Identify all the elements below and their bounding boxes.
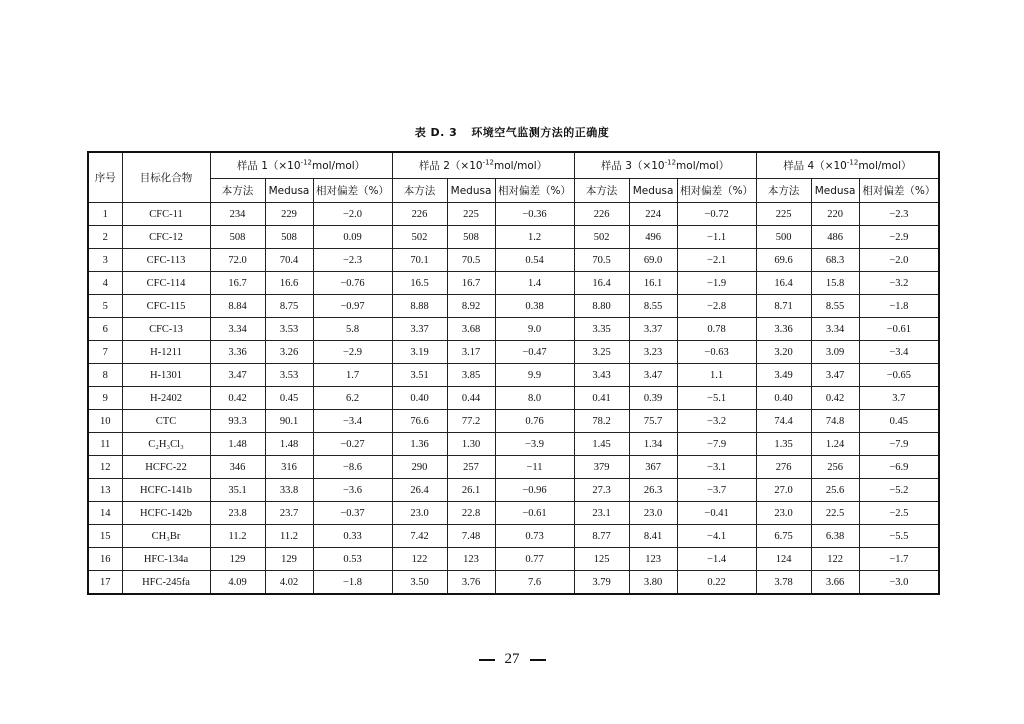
medusa-value: 0.45 — [265, 387, 313, 410]
medusa-value: 123 — [629, 548, 677, 571]
relative-bias: 3.7 — [859, 387, 939, 410]
method-value: 0.41 — [574, 387, 629, 410]
relative-bias: −3.1 — [677, 456, 756, 479]
medusa-value: 257 — [447, 456, 495, 479]
relative-bias: −2.5 — [859, 502, 939, 525]
method-value: 125 — [574, 548, 629, 571]
relative-bias: −2.3 — [313, 249, 392, 272]
method-value: 1.45 — [574, 433, 629, 456]
table-row — [88, 272, 939, 295]
table-row — [88, 318, 939, 341]
table-row — [88, 479, 939, 502]
medusa-value: 16.1 — [629, 272, 677, 295]
method-value: 122 — [392, 548, 447, 571]
relative-bias: 1.4 — [495, 272, 574, 295]
relative-bias: −1.8 — [313, 571, 392, 595]
header-seq: 序号 — [88, 152, 122, 203]
relative-bias: −8.6 — [313, 456, 392, 479]
relative-bias: 0.73 — [495, 525, 574, 548]
row-number: 14 — [88, 502, 122, 525]
method-value: 16.7 — [210, 272, 265, 295]
compound-name: H-1211 — [122, 341, 210, 364]
method-value: 3.36 — [756, 318, 811, 341]
accuracy-table — [87, 151, 940, 595]
relative-bias: −1.8 — [859, 295, 939, 318]
method-value: 3.43 — [574, 364, 629, 387]
medusa-value: 0.39 — [629, 387, 677, 410]
relative-bias: −3.7 — [677, 479, 756, 502]
header-bias: 相对偏差（%） — [677, 179, 756, 203]
compound-name: HFC-134a — [122, 548, 210, 571]
header-method: 本方法 — [210, 179, 265, 203]
relative-bias: 0.09 — [313, 226, 392, 249]
relative-bias: −0.36 — [495, 203, 574, 226]
medusa-value: 69.0 — [629, 249, 677, 272]
relative-bias: −1.1 — [677, 226, 756, 249]
table-number: 表 D. 3 — [414, 126, 458, 139]
row-number: 8 — [88, 364, 122, 387]
relative-bias: −0.72 — [677, 203, 756, 226]
medusa-value: 70.5 — [447, 249, 495, 272]
header-sample: 样品 $3(\times 10^{-12}mol/mol)$ — [574, 152, 756, 179]
medusa-value: 256 — [811, 456, 859, 479]
relative-bias: −7.9 — [859, 433, 939, 456]
method-value: 78.2 — [574, 410, 629, 433]
medusa-value: 508 — [447, 226, 495, 249]
row-number: 13 — [88, 479, 122, 502]
medusa-value: 3.66 — [811, 571, 859, 595]
medusa-value: 0.44 — [447, 387, 495, 410]
method-value: 3.34 — [210, 318, 265, 341]
relative-bias: −2.0 — [313, 203, 392, 226]
method-value: 3.36 — [210, 341, 265, 364]
relative-bias: −0.76 — [313, 272, 392, 295]
medusa-value: 4.02 — [265, 571, 313, 595]
relative-bias: −0.63 — [677, 341, 756, 364]
medusa-value: 1.34 — [629, 433, 677, 456]
method-value: 3.37 — [392, 318, 447, 341]
medusa-value: 1.24 — [811, 433, 859, 456]
relative-bias: 0.54 — [495, 249, 574, 272]
table-row — [88, 456, 939, 479]
medusa-value: 26.3 — [629, 479, 677, 502]
method-value: 7.42 — [392, 525, 447, 548]
method-value: 226 — [574, 203, 629, 226]
relative-bias: −0.61 — [859, 318, 939, 341]
table-row — [88, 341, 939, 364]
relative-bias: −0.41 — [677, 502, 756, 525]
medusa-value: 8.75 — [265, 295, 313, 318]
method-value: 23.0 — [756, 502, 811, 525]
method-value: 225 — [756, 203, 811, 226]
medusa-value: 220 — [811, 203, 859, 226]
relative-bias: 0.77 — [495, 548, 574, 571]
relative-bias: −2.1 — [677, 249, 756, 272]
medusa-value: 70.4 — [265, 249, 313, 272]
header-method: 本方法 — [756, 179, 811, 203]
relative-bias: −5.1 — [677, 387, 756, 410]
method-value: 11.2 — [210, 525, 265, 548]
row-number: 17 — [88, 571, 122, 595]
method-value: 0.40 — [392, 387, 447, 410]
header-bias: 相对偏差（%） — [313, 179, 392, 203]
medusa-value: 122 — [811, 548, 859, 571]
relative-bias: 9.9 — [495, 364, 574, 387]
method-value: 1.35 — [756, 433, 811, 456]
compound-name: C₂H₃Cl₃ — [122, 433, 210, 456]
method-value: 3.20 — [756, 341, 811, 364]
relative-bias: 6.2 — [313, 387, 392, 410]
relative-bias: −0.97 — [313, 295, 392, 318]
relative-bias: 0.78 — [677, 318, 756, 341]
relative-bias: −3.9 — [495, 433, 574, 456]
relative-bias: −0.47 — [495, 341, 574, 364]
medusa-value: 16.6 — [265, 272, 313, 295]
table-row — [88, 525, 939, 548]
medusa-value: 11.2 — [265, 525, 313, 548]
medusa-value: 129 — [265, 548, 313, 571]
method-value: 4.09 — [210, 571, 265, 595]
row-number: 10 — [88, 410, 122, 433]
relative-bias: −6.9 — [859, 456, 939, 479]
relative-bias: −3.6 — [313, 479, 392, 502]
relative-bias: −5.5 — [859, 525, 939, 548]
method-value: 23.1 — [574, 502, 629, 525]
method-value: 3.78 — [756, 571, 811, 595]
relative-bias: 0.33 — [313, 525, 392, 548]
method-value: 8.80 — [574, 295, 629, 318]
header-sample: 样品 $1(\times 10^{-12}mol/mol)$ — [210, 152, 392, 179]
row-number: 5 — [88, 295, 122, 318]
medusa-value: 229 — [265, 203, 313, 226]
method-value: 502 — [574, 226, 629, 249]
relative-bias: 0.53 — [313, 548, 392, 571]
compound-name: CFC-12 — [122, 226, 210, 249]
relative-bias: −3.4 — [313, 410, 392, 433]
medusa-value: 486 — [811, 226, 859, 249]
footer-dash — [479, 659, 495, 661]
method-value: 3.79 — [574, 571, 629, 595]
page-footer — [0, 651, 1024, 668]
medusa-value: 508 — [265, 226, 313, 249]
table-row — [88, 502, 939, 525]
method-value: 276 — [756, 456, 811, 479]
row-number: 3 — [88, 249, 122, 272]
medusa-value: 224 — [629, 203, 677, 226]
compound-name: CH₃Br — [122, 525, 210, 548]
header-sample: 样品 $2(\times 10^{-12}mol/mol)$ — [392, 152, 574, 179]
relative-bias: 0.38 — [495, 295, 574, 318]
method-value: 379 — [574, 456, 629, 479]
relative-bias: −0.61 — [495, 502, 574, 525]
medusa-value: 23.7 — [265, 502, 313, 525]
relative-bias: −3.2 — [677, 410, 756, 433]
row-number: 11 — [88, 433, 122, 456]
method-value: 508 — [210, 226, 265, 249]
compound-name: H-1301 — [122, 364, 210, 387]
medusa-value: 90.1 — [265, 410, 313, 433]
relative-bias: 0.45 — [859, 410, 939, 433]
medusa-value: 3.68 — [447, 318, 495, 341]
row-number: 12 — [88, 456, 122, 479]
medusa-value: 7.48 — [447, 525, 495, 548]
header-medusa: Medusa — [265, 179, 313, 203]
method-value: 74.4 — [756, 410, 811, 433]
header-sample: 样品 $4(\times 10^{-12}mol/mol)$ — [756, 152, 939, 179]
method-value: 1.48 — [210, 433, 265, 456]
header-medusa: Medusa — [811, 179, 859, 203]
method-value: 23.8 — [210, 502, 265, 525]
medusa-value: 16.7 — [447, 272, 495, 295]
method-value: 26.4 — [392, 479, 447, 502]
method-value: 3.25 — [574, 341, 629, 364]
method-value: 16.4 — [756, 272, 811, 295]
relative-bias: −3.4 — [859, 341, 939, 364]
medusa-value: 367 — [629, 456, 677, 479]
medusa-value: 3.17 — [447, 341, 495, 364]
header-medusa: Medusa — [629, 179, 677, 203]
compound-name: CFC-11 — [122, 203, 210, 226]
method-value: 234 — [210, 203, 265, 226]
compound-name: CFC-114 — [122, 272, 210, 295]
table-row — [88, 226, 939, 249]
medusa-value: 0.42 — [811, 387, 859, 410]
method-value: 27.3 — [574, 479, 629, 502]
relative-bias: −4.1 — [677, 525, 756, 548]
medusa-value: 3.37 — [629, 318, 677, 341]
table-row — [88, 548, 939, 571]
footer-dash — [530, 659, 546, 661]
medusa-value: 68.3 — [811, 249, 859, 272]
relative-bias: 0.76 — [495, 410, 574, 433]
method-value: 27.0 — [756, 479, 811, 502]
row-number: 15 — [88, 525, 122, 548]
relative-bias: 9.0 — [495, 318, 574, 341]
method-value: 1.36 — [392, 433, 447, 456]
medusa-value: 225 — [447, 203, 495, 226]
compound-name: CFC-115 — [122, 295, 210, 318]
medusa-value: 3.53 — [265, 364, 313, 387]
header-bias: 相对偏差（%） — [859, 179, 939, 203]
relative-bias: 1.7 — [313, 364, 392, 387]
relative-bias: 8.0 — [495, 387, 574, 410]
compound-name: HFC-245fa — [122, 571, 210, 595]
medusa-value: 25.6 — [811, 479, 859, 502]
medusa-value: 3.34 — [811, 318, 859, 341]
medusa-value: 3.80 — [629, 571, 677, 595]
medusa-value: 15.8 — [811, 272, 859, 295]
method-value: 124 — [756, 548, 811, 571]
method-value: 16.5 — [392, 272, 447, 295]
table-row — [88, 410, 939, 433]
row-number: 7 — [88, 341, 122, 364]
medusa-value: 3.76 — [447, 571, 495, 595]
method-value: 76.6 — [392, 410, 447, 433]
method-value: 70.5 — [574, 249, 629, 272]
table-row — [88, 433, 939, 456]
compound-name: H-2402 — [122, 387, 210, 410]
table-caption: 环境空气监测方法的正确度 — [471, 126, 610, 139]
medusa-value: 496 — [629, 226, 677, 249]
relative-bias: −0.27 — [313, 433, 392, 456]
medusa-value: 8.92 — [447, 295, 495, 318]
method-value: 8.77 — [574, 525, 629, 548]
compound-name: CFC-113 — [122, 249, 210, 272]
method-value: 69.6 — [756, 249, 811, 272]
medusa-value: 123 — [447, 548, 495, 571]
relative-bias: 5.8 — [313, 318, 392, 341]
relative-bias: −7.9 — [677, 433, 756, 456]
relative-bias: −2.0 — [859, 249, 939, 272]
method-value: 72.0 — [210, 249, 265, 272]
compound-name: HCFC-22 — [122, 456, 210, 479]
method-value: 3.47 — [210, 364, 265, 387]
relative-bias: −2.3 — [859, 203, 939, 226]
row-number: 9 — [88, 387, 122, 410]
relative-bias: −1.9 — [677, 272, 756, 295]
relative-bias: −1.7 — [859, 548, 939, 571]
relative-bias: −5.2 — [859, 479, 939, 502]
header-bias: 相对偏差（%） — [495, 179, 574, 203]
medusa-value: 3.47 — [629, 364, 677, 387]
relative-bias: 1.1 — [677, 364, 756, 387]
method-value: 3.35 — [574, 318, 629, 341]
compound-name: HCFC-141b — [122, 479, 210, 502]
table-title — [0, 124, 1024, 140]
method-value: 6.75 — [756, 525, 811, 548]
table-row — [88, 571, 939, 595]
table-row — [88, 203, 939, 226]
medusa-value: 74.8 — [811, 410, 859, 433]
medusa-value: 33.8 — [265, 479, 313, 502]
relative-bias: −0.65 — [859, 364, 939, 387]
method-value: 3.19 — [392, 341, 447, 364]
row-number: 16 — [88, 548, 122, 571]
method-value: 3.51 — [392, 364, 447, 387]
medusa-value: 3.26 — [265, 341, 313, 364]
medusa-value: 8.55 — [811, 295, 859, 318]
header-method: 本方法 — [392, 179, 447, 203]
method-value: 502 — [392, 226, 447, 249]
table-body — [88, 203, 939, 595]
method-value: 290 — [392, 456, 447, 479]
method-value: 8.88 — [392, 295, 447, 318]
medusa-value: 23.0 — [629, 502, 677, 525]
header-method: 本方法 — [574, 179, 629, 203]
relative-bias: −3.2 — [859, 272, 939, 295]
page-number: 27 — [504, 651, 520, 667]
method-value: 70.1 — [392, 249, 447, 272]
method-value: 3.50 — [392, 571, 447, 595]
medusa-value: 75.7 — [629, 410, 677, 433]
relative-bias: −3.0 — [859, 571, 939, 595]
method-value: 35.1 — [210, 479, 265, 502]
relative-bias: −1.4 — [677, 548, 756, 571]
relative-bias: −11 — [495, 456, 574, 479]
medusa-value: 22.8 — [447, 502, 495, 525]
row-number: 4 — [88, 272, 122, 295]
method-value: 0.42 — [210, 387, 265, 410]
medusa-value: 26.1 — [447, 479, 495, 502]
relative-bias: 1.2 — [495, 226, 574, 249]
method-value: 0.40 — [756, 387, 811, 410]
row-number: 2 — [88, 226, 122, 249]
medusa-value: 316 — [265, 456, 313, 479]
compound-name: HCFC-142b — [122, 502, 210, 525]
row-number: 1 — [88, 203, 122, 226]
medusa-value: 3.23 — [629, 341, 677, 364]
medusa-value: 8.55 — [629, 295, 677, 318]
table-row — [88, 387, 939, 410]
relative-bias: 0.22 — [677, 571, 756, 595]
medusa-value: 3.53 — [265, 318, 313, 341]
table-row — [88, 295, 939, 318]
table-row — [88, 364, 939, 387]
relative-bias: −2.8 — [677, 295, 756, 318]
header-compound: 目标化合物 — [122, 152, 210, 203]
method-value: 500 — [756, 226, 811, 249]
medusa-value: 1.30 — [447, 433, 495, 456]
compound-name: CFC-13 — [122, 318, 210, 341]
method-value: 346 — [210, 456, 265, 479]
header-medusa: Medusa — [447, 179, 495, 203]
medusa-value: 1.48 — [265, 433, 313, 456]
method-value: 16.4 — [574, 272, 629, 295]
medusa-value: 8.41 — [629, 525, 677, 548]
compound-name: CTC — [122, 410, 210, 433]
medusa-value: 3.85 — [447, 364, 495, 387]
medusa-value: 3.47 — [811, 364, 859, 387]
medusa-value: 22.5 — [811, 502, 859, 525]
relative-bias: −2.9 — [859, 226, 939, 249]
relative-bias: −2.9 — [313, 341, 392, 364]
row-number: 6 — [88, 318, 122, 341]
method-value: 23.0 — [392, 502, 447, 525]
medusa-value: 3.09 — [811, 341, 859, 364]
medusa-value: 77.2 — [447, 410, 495, 433]
table-row — [88, 249, 939, 272]
medusa-value: 6.38 — [811, 525, 859, 548]
relative-bias: −0.37 — [313, 502, 392, 525]
method-value: 93.3 — [210, 410, 265, 433]
method-value: 129 — [210, 548, 265, 571]
method-value: 3.49 — [756, 364, 811, 387]
relative-bias: 7.6 — [495, 571, 574, 595]
relative-bias: −0.96 — [495, 479, 574, 502]
method-value: 226 — [392, 203, 447, 226]
method-value: 8.84 — [210, 295, 265, 318]
method-value: 8.71 — [756, 295, 811, 318]
